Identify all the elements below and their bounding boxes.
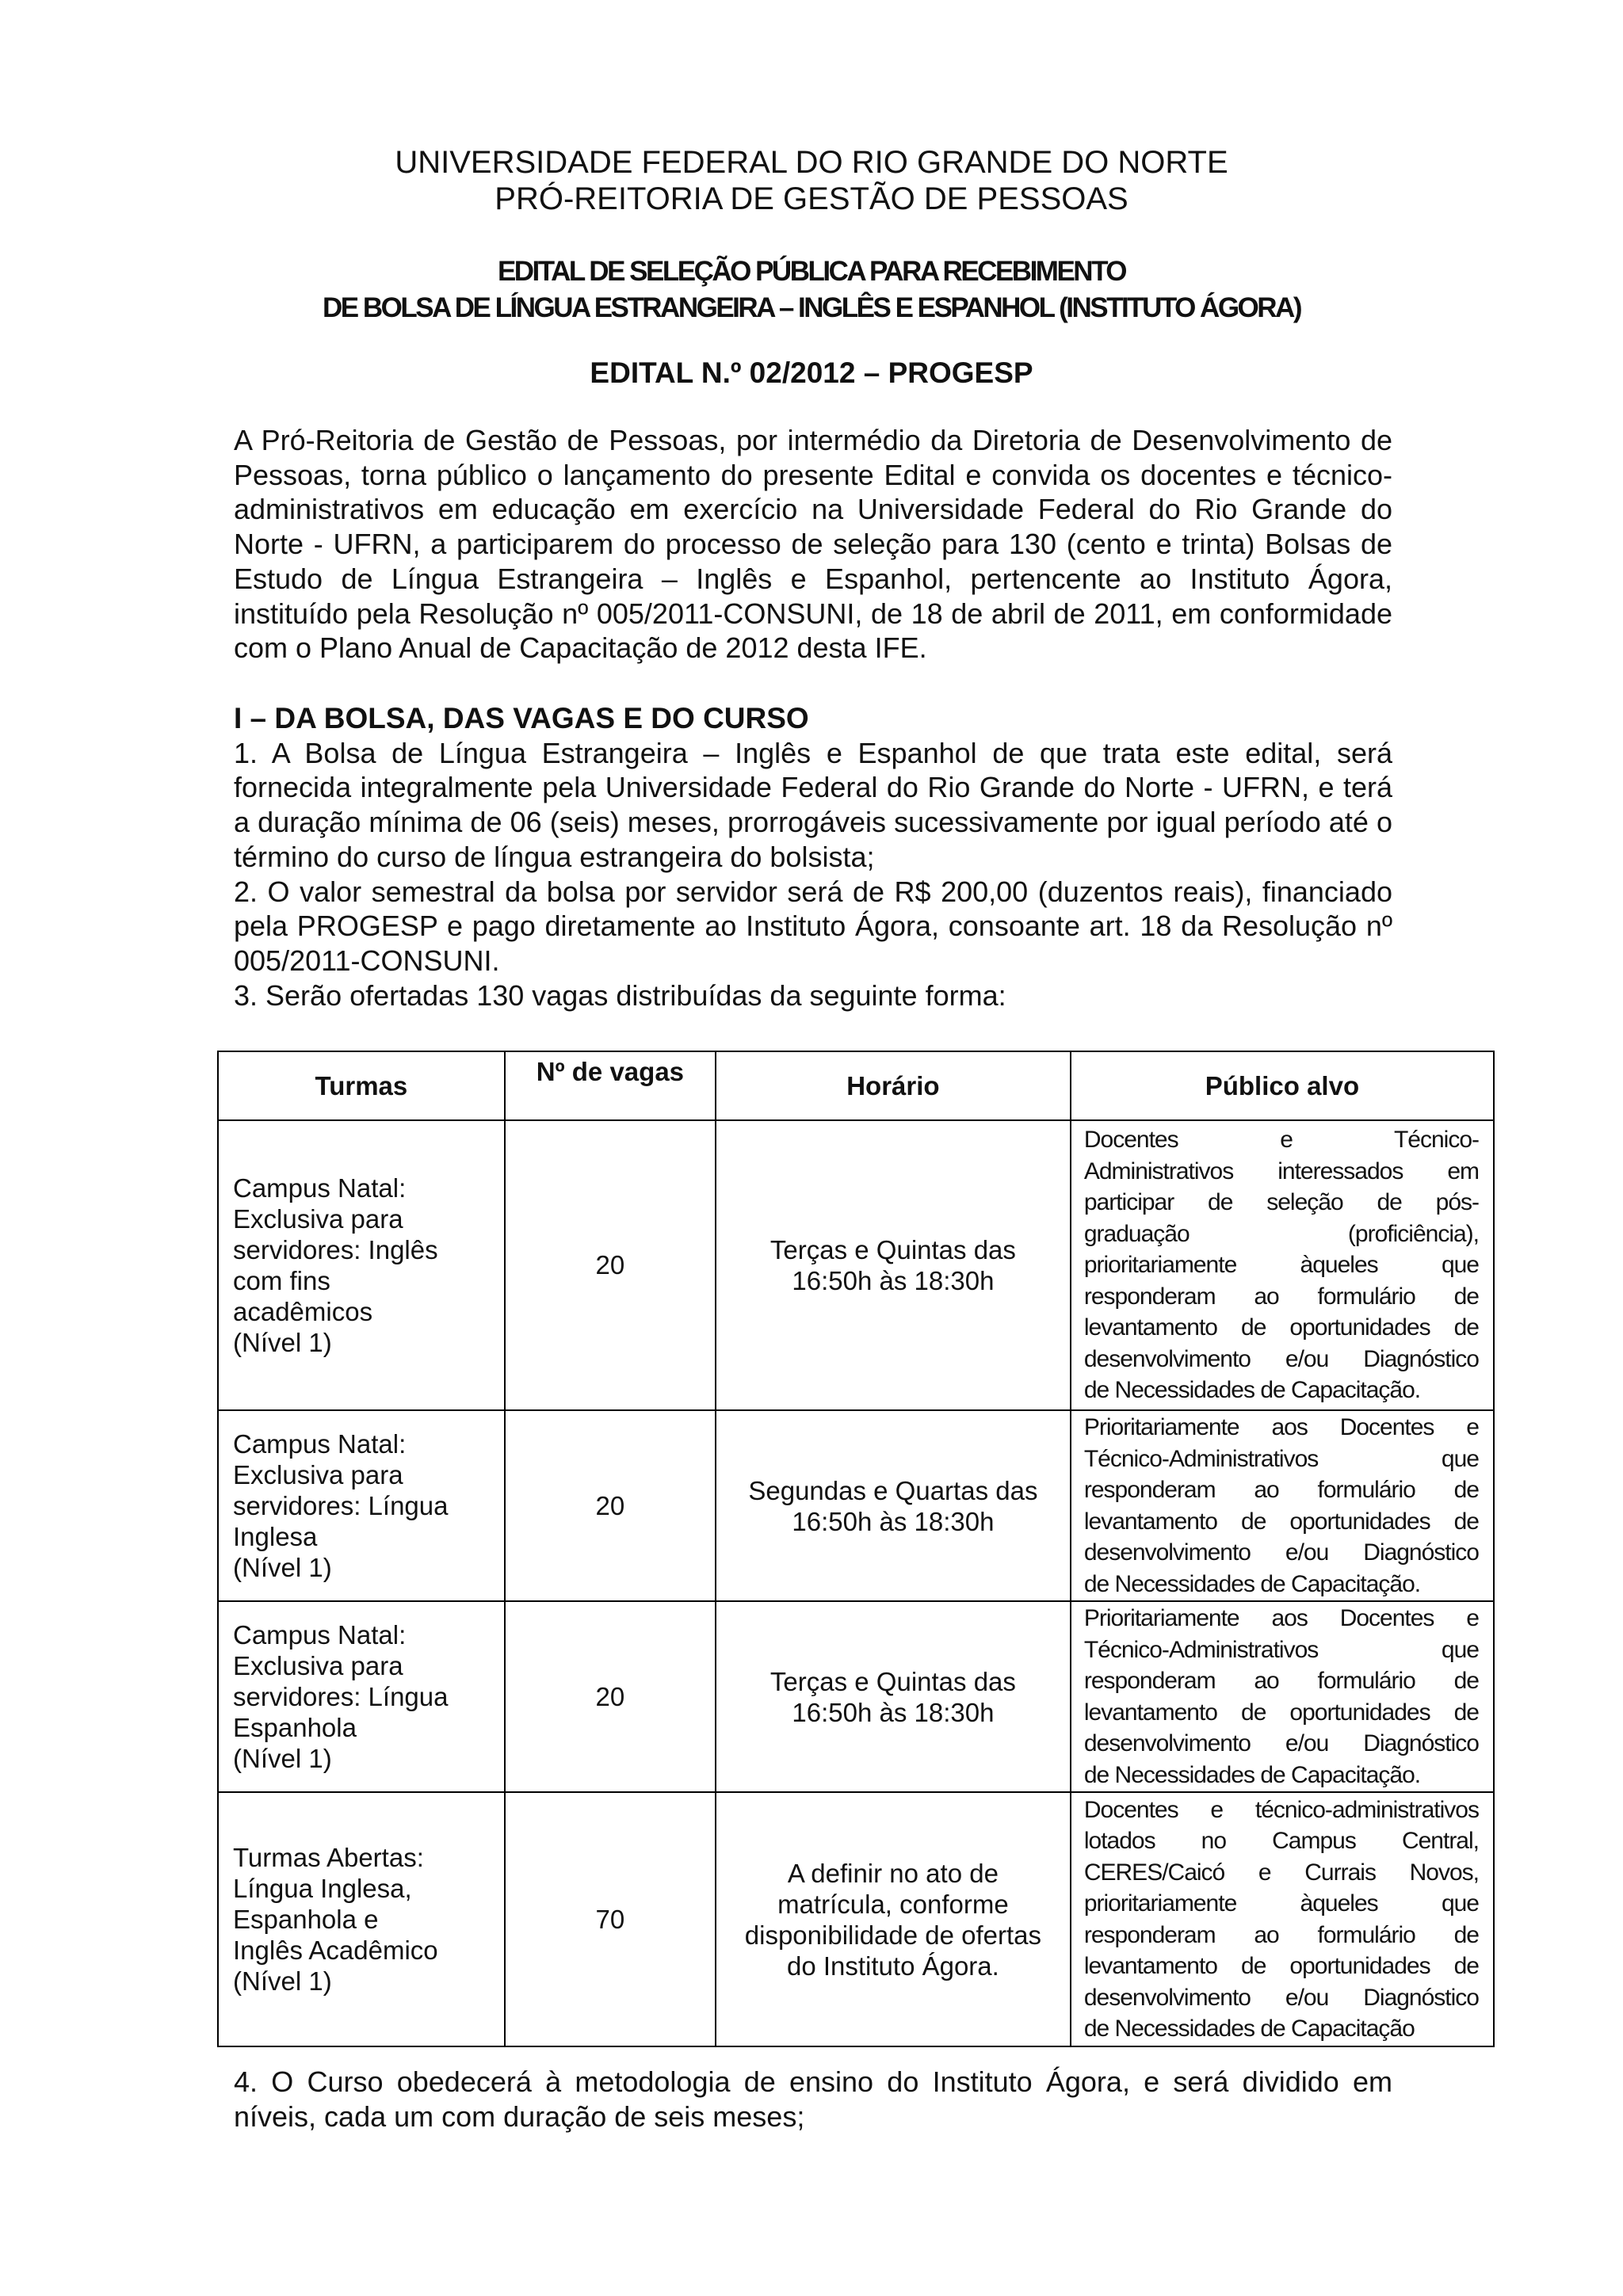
turma-line: Inglês Acadêmico — [233, 1936, 438, 1965]
section-1-heading: I – DA BOLSA, DAS VAGAS E DO CURSO — [234, 702, 809, 734]
institution-header — [0, 144, 1623, 217]
header-horario: Horário — [716, 1051, 1071, 1120]
turma-line: (Nível 1) — [233, 1966, 332, 1996]
horario-line: disponibilidade de ofertas — [744, 1920, 1042, 1950]
turma-line: (Nível 1) — [233, 1744, 332, 1773]
turma-line: Língua Inglesa, — [233, 1874, 412, 1903]
cell-vagas: 20 — [505, 1410, 716, 1601]
publico-line: levantamento de oportunidades de — [1083, 1699, 1479, 1726]
horario-line: Terças e Quintas das — [769, 1666, 1016, 1696]
publico-line: de Necessidades de Capacitação. — [1083, 1761, 1421, 1788]
publico-line: de Necessidades de Capacitação. — [1083, 1377, 1421, 1404]
turma-line: (Nível 1) — [233, 1328, 332, 1357]
publico-line: Administrativos interessados em — [1083, 1158, 1479, 1184]
turma-line: Turmas Abertas: — [233, 1843, 424, 1872]
cell-horario — [716, 1410, 1071, 1601]
publico-line: Técnico-Administrativos que — [1083, 1636, 1479, 1663]
vacancies-table — [217, 1051, 1495, 2047]
turma-line: Espanhola e — [233, 1905, 379, 1934]
turma-line: Campus Natal: — [233, 1620, 407, 1650]
publico-line: desenvolvimento e/ou Diagnóstico — [1083, 1730, 1479, 1756]
turma-line: Exclusiva para — [233, 1460, 403, 1489]
publico-line: participar de seleção de pós- — [1083, 1189, 1479, 1216]
edital-number: EDITAL N.º 02/2012 – PROGESP — [590, 357, 1033, 389]
publico-line: Docentes e técnico-administrativos — [1083, 1796, 1479, 1823]
horario-line: 16:50h às 18:30h — [792, 1506, 995, 1536]
header-turmas: Turmas — [218, 1051, 505, 1120]
edital-title-line-2: DE BOLSA DE LÍNGUA ESTRANGEIRA – INGLÊS E ESPANHOL (INSTITUTO ÁGORA) — [323, 292, 1300, 323]
cell-horario — [716, 1792, 1071, 2046]
publico-line: Prioritariamente aos Docentes e — [1083, 1414, 1479, 1440]
intro-paragraph: A Pró-Reitoria de Gestão de Pessoas, por intermédio da Diretoria de Desenvolvimento de Pessoas, torna público o lançamento do presente Edital e convida os docentes e técnico-administrativos em educação em exercício na Universidade Federal do Rio Grande do Norte - UFRN, a participarem do processo de seleção para 130 (cento e trinta) Bolsas de Estudo de Língua Estrangeira – Inglês e Espanhol, pertencente ao Instituto Ágora, instituído pela Resolução nº 005/2011-CONSUNI, de 18 de abril de 2011, em conformidade com o Plano Anual de Capacitação de 2012 desta IFE. — [234, 424, 1392, 665]
publico-line: lotados no Campus Central, — [1083, 1828, 1479, 1854]
cell-turma — [218, 1120, 505, 1410]
cell-turma — [218, 1792, 505, 2046]
item-4: 4. O Curso obedecerá à metodologia de ensino do Instituto Ágora, e será dividido em níveis, cada um com duração de seis meses; — [234, 2065, 1392, 2133]
horario-line: Segundas e Quartas das — [748, 1475, 1038, 1505]
cell-vagas: 20 — [505, 1120, 716, 1410]
header-vagas: Nº de vagas — [505, 1051, 716, 1120]
publico-line: responderam ao formulário de — [1083, 1668, 1479, 1694]
turma-line: com fins — [233, 1266, 330, 1295]
publico-line: responderam ao formulário de — [1083, 1283, 1479, 1310]
edital-title-line-1: EDITAL DE SELEÇÃO PÚBLICA PARA RECEBIMENTO — [497, 256, 1126, 287]
publico-line: de Necessidades de Capacitação. — [1083, 1570, 1421, 1597]
publico-line: Técnico-Administrativos que — [1083, 1445, 1479, 1472]
header-publico: Público alvo — [1071, 1051, 1494, 1120]
turma-line: Campus Natal: — [233, 1429, 407, 1459]
horario-line: A definir no ato de — [787, 1858, 999, 1888]
publico-line: desenvolvimento e/ou Diagnóstico — [1083, 1984, 1479, 2011]
cell-vagas: 20 — [505, 1601, 716, 1792]
publico-line: prioritariamente àqueles que — [1083, 1252, 1479, 1279]
cell-publico — [1071, 1120, 1494, 1410]
section-1 — [234, 701, 1392, 1013]
office-name: PRÓ-REITORIA DE GESTÃO DE PESSOAS — [495, 181, 1128, 216]
table-header-row — [218, 1051, 1494, 1120]
publico-line: Docentes e Técnico- — [1083, 1127, 1479, 1154]
publico-line: desenvolvimento e/ou Diagnóstico — [1083, 1539, 1479, 1566]
item-1: 1. A Bolsa de Língua Estrangeira – Inglês e Espanhol de que trata este edital, será fornecida integralmente pela Universidade Federal do Rio Grande do Norte - UFRN, e terá a duração mínima de 06 (seis) meses, prorrogáveis sucessivamente por igual período até o término do curso de língua estrangeira do bolsista; — [234, 736, 1392, 873]
cell-publico — [1071, 1792, 1494, 2046]
turma-line: (Nível 1) — [233, 1553, 332, 1582]
turma-line: servidores: Língua — [233, 1682, 449, 1711]
turma-line: servidores: Inglês — [233, 1235, 438, 1264]
publico-line: Prioritariamente aos Docentes e — [1083, 1605, 1479, 1631]
turma-line: acadêmicos — [233, 1297, 373, 1326]
horario-line: 16:50h às 18:30h — [792, 1697, 995, 1727]
university-name: UNIVERSIDADE FEDERAL DO RIO GRANDE DO NORTE — [395, 145, 1228, 180]
cell-publico — [1071, 1410, 1494, 1601]
table-row — [218, 1792, 1494, 2046]
table-row — [218, 1410, 1494, 1601]
publico-line: graduação (proficiência), — [1083, 1220, 1479, 1247]
publico-line: levantamento de oportunidades de — [1083, 1508, 1479, 1535]
table-row — [218, 1601, 1494, 1792]
turma-line: Espanhola — [233, 1713, 357, 1742]
publico-line: levantamento de oportunidades de — [1083, 1953, 1479, 1979]
cell-publico — [1071, 1601, 1494, 1792]
cell-horario — [716, 1120, 1071, 1410]
cell-turma — [218, 1410, 505, 1601]
cell-turma — [218, 1601, 505, 1792]
publico-line: desenvolvimento e/ou Diagnóstico — [1083, 1345, 1479, 1372]
turma-line: Exclusiva para — [233, 1651, 403, 1680]
item-2: 2. O valor semestral da bolsa por servidor será de R$ 200,00 (duzentos reais), financiado pela PROGESP e pago diretamente ao Instituto Ágora, consoante art. 18 da Resolução nº 005/2011-CONSUNI. — [234, 875, 1392, 977]
publico-line: responderam ao formulário de — [1083, 1921, 1479, 1948]
horario-line: 16:50h às 18:30h — [792, 1266, 995, 1295]
horario-line: Terças e Quintas das — [769, 1235, 1016, 1264]
publico-line: de Necessidades de Capacitação — [1083, 2016, 1415, 2042]
turma-line: Inglesa — [233, 1522, 318, 1551]
publico-line: prioritariamente àqueles que — [1083, 1890, 1479, 1917]
cell-horario — [716, 1601, 1071, 1792]
turma-line: servidores: Língua — [233, 1491, 449, 1520]
item-3: 3. Serão ofertadas 130 vagas distribuídas da seguinte forma: — [234, 978, 1006, 1012]
publico-line: levantamento de oportunidades de — [1083, 1314, 1479, 1341]
horario-line: do Instituto Ágora. — [786, 1951, 999, 1981]
publico-line: CERES/Caicó e Currais Novos, — [1083, 1859, 1479, 1886]
table-row — [218, 1120, 1494, 1410]
horario-line: matrícula, conforme — [777, 1889, 1009, 1919]
publico-line: responderam ao formulário de — [1083, 1477, 1479, 1503]
turma-line: Campus Natal: — [233, 1173, 407, 1203]
cell-vagas: 70 — [505, 1792, 716, 2046]
edital-title — [0, 254, 1623, 326]
turma-line: Exclusiva para — [233, 1204, 403, 1234]
